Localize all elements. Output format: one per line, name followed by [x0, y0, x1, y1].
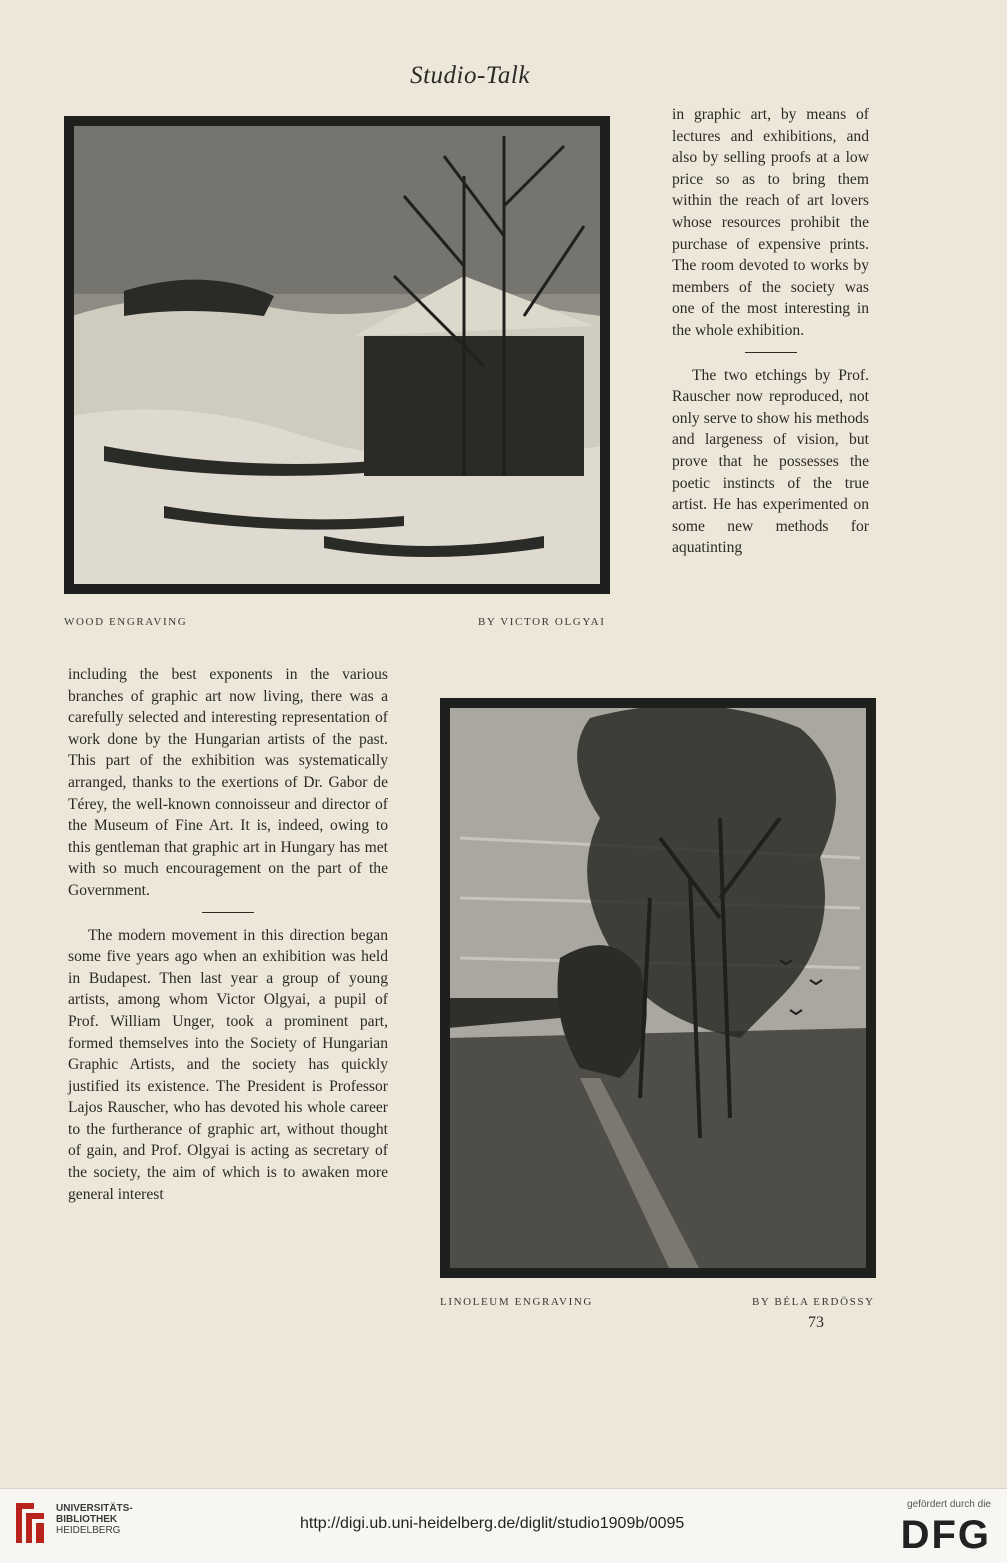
left-column [68, 664, 388, 1205]
plate2-caption-left: LINOLEUM ENGRAVING [440, 1296, 593, 1308]
paragraph: The modern movement in this direction began some five years ago when an exhibition was held in Budapest. Then last year a group of young artists, among whom Victor Olgyai, a pupil of Prof. William Unger, took a prominent part, formed themselves into the Society of Hungarian Graphic Artists, and the society has quickly justified its existence. The President is Professor Lajos Rauscher, who has devoted his whole career to the furtherance of graphic art, without thought of gain, and Prof. Olgyai is acting as secretary of the society, the aim of which is to awaken more general interest [68, 926, 388, 1203]
paragraph: The two etchings by Prof. Rauscher now reproduced, not only serve to show his methods and largeness of vision, but prove that he possesses the poetic instincts of the true artist. He has experimented on some new methods for aquatinting [672, 366, 869, 557]
library-logo-icon [12, 1499, 48, 1547]
wood-engraving-image [64, 116, 610, 594]
library-name: UNIVERSITÄTS- BIBLIOTHEK HEIDELBERG [56, 1503, 133, 1536]
section-rule [745, 352, 797, 353]
linoleum-engraving-image [440, 698, 876, 1278]
source-url-link[interactable]: http://digi.ub.uni-heidelberg.de/diglit/studio1909b/0095 [300, 1515, 685, 1532]
section-rule [202, 912, 254, 913]
plate2-caption-right: BY BÉLA ERDÖSSY [752, 1296, 875, 1308]
plate1-caption-left: WOOD ENGRAVING [64, 616, 188, 628]
footer-bar [0, 1488, 1007, 1563]
paragraph: in graphic art, by means of lectures and exhibitions, and also by selling proofs at a low price so as to bring them within the reach of art lovers whose resources prohibit the purchase of expensive prints. The room devoted to works by members of the society was one of the most interesting in the whole exhibition. [672, 106, 869, 339]
plate1-caption-right: BY VICTOR OLGYAI [478, 616, 606, 628]
running-head: Studio-Talk [410, 62, 530, 89]
paragraph: including the best exponents in the various branches of graphic art now living, there was a carefully selected and interesting representation of work done by the Hungarian artists of the past. This part of the exhibition was systematically arranged, thanks to the exertions of Dr. Gabor de Térey, the well-known connoisseur and director of the Museum of Fine Art. It is, indeed, owing to this gentleman that graphic art in Hungary has met with so much encouragement on the part of the Government. [68, 666, 388, 899]
page-number: 73 [808, 1314, 824, 1331]
dfg-logo: DFG [900, 1513, 991, 1557]
funded-by-label: gefördert durch die [907, 1499, 991, 1510]
right-column-top [672, 104, 869, 559]
